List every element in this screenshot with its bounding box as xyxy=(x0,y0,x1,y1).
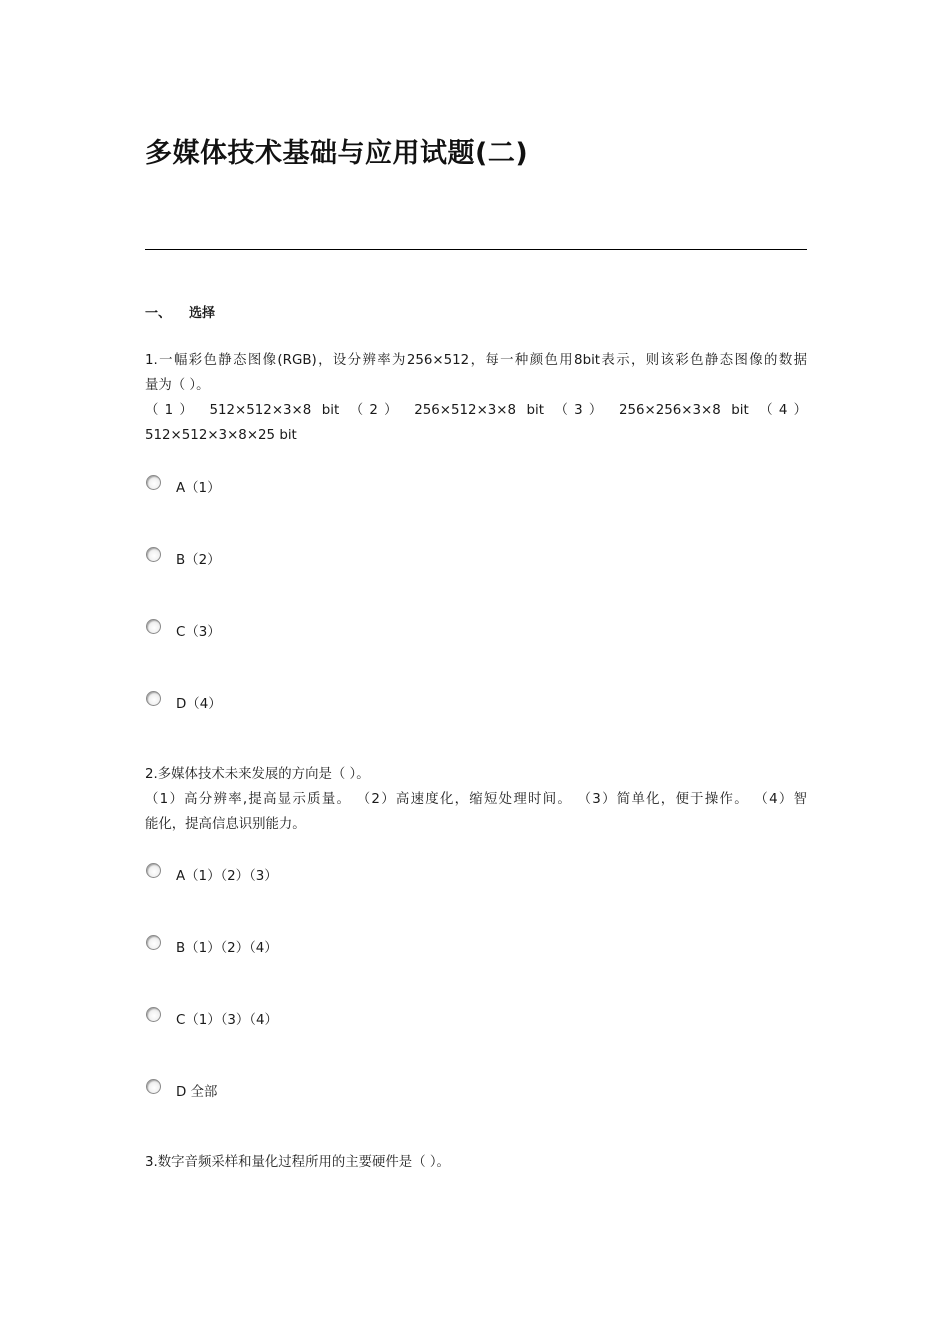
radio-button-icon[interactable] xyxy=(146,1007,161,1022)
question-2-stem xyxy=(145,762,807,837)
radio-button-icon[interactable] xyxy=(146,475,161,490)
option-label: C（3） xyxy=(176,625,221,640)
question-3-line: 3.数字音频采样和量化过程所用的主要硬件是（ ）。 xyxy=(145,1155,450,1170)
radio-button-icon[interactable] xyxy=(146,863,161,878)
option-label: B（1）（2）（4） xyxy=(176,941,278,956)
radio-button-icon[interactable] xyxy=(146,547,161,562)
option-label: D 全部 xyxy=(176,1085,218,1100)
section-number: 一、 xyxy=(145,306,172,321)
radio-button-icon[interactable] xyxy=(146,619,161,634)
radio-button-icon[interactable] xyxy=(146,935,161,950)
question-1-stem xyxy=(145,348,807,448)
question-3-stem xyxy=(145,1150,807,1175)
question-2-option-a[interactable] xyxy=(145,863,445,893)
question-1-option-a[interactable] xyxy=(145,475,445,505)
option-label: D（4） xyxy=(176,697,222,712)
option-label: C（1）（3）（4） xyxy=(176,1013,278,1028)
question-2-option-d[interactable] xyxy=(145,1079,445,1109)
question-1-option-d[interactable] xyxy=(145,691,445,721)
radio-button-icon[interactable] xyxy=(146,691,161,706)
title-divider xyxy=(145,249,807,250)
option-label: A（1） xyxy=(176,481,221,496)
option-label: A（1）（2）（3） xyxy=(176,869,278,884)
page-title: 多媒体技术基础与应用试题(二) xyxy=(145,138,529,169)
question-1-line: （1） 512×512×3×8 bit （2） 256×512×3×8 bit （3） 256×256×3×8 bit （4） xyxy=(145,403,807,418)
question-2-line: 2.多媒体技术未来发展的方向是（ ）。 xyxy=(145,767,370,782)
question-1-option-b[interactable] xyxy=(145,547,445,577)
question-2-line: （1）高分辨率,提高显示质量。 （2）高速度化，缩短处理时间。 （3）简单化，便于操作。 （4）智 xyxy=(145,792,807,807)
section-heading xyxy=(145,302,215,321)
question-1-line: 量为（ ）。 xyxy=(145,378,210,393)
question-1-line: 1.一幅彩色静态图像(RGB)，设分辨率为256×512，每一种颜色用8bit表示，则该彩色静态图像的数据 xyxy=(145,353,807,368)
radio-button-icon[interactable] xyxy=(146,1079,161,1094)
option-label: B（2） xyxy=(176,553,221,568)
question-1-line: 512×512×3×8×25 bit xyxy=(145,428,297,443)
question-2-line: 能化，提高信息识别能力。 xyxy=(145,817,306,832)
question-2-option-c[interactable] xyxy=(145,1007,445,1037)
question-2-option-b[interactable] xyxy=(145,935,445,965)
question-1-option-c[interactable] xyxy=(145,619,445,649)
section-label: 选择 xyxy=(189,306,216,321)
